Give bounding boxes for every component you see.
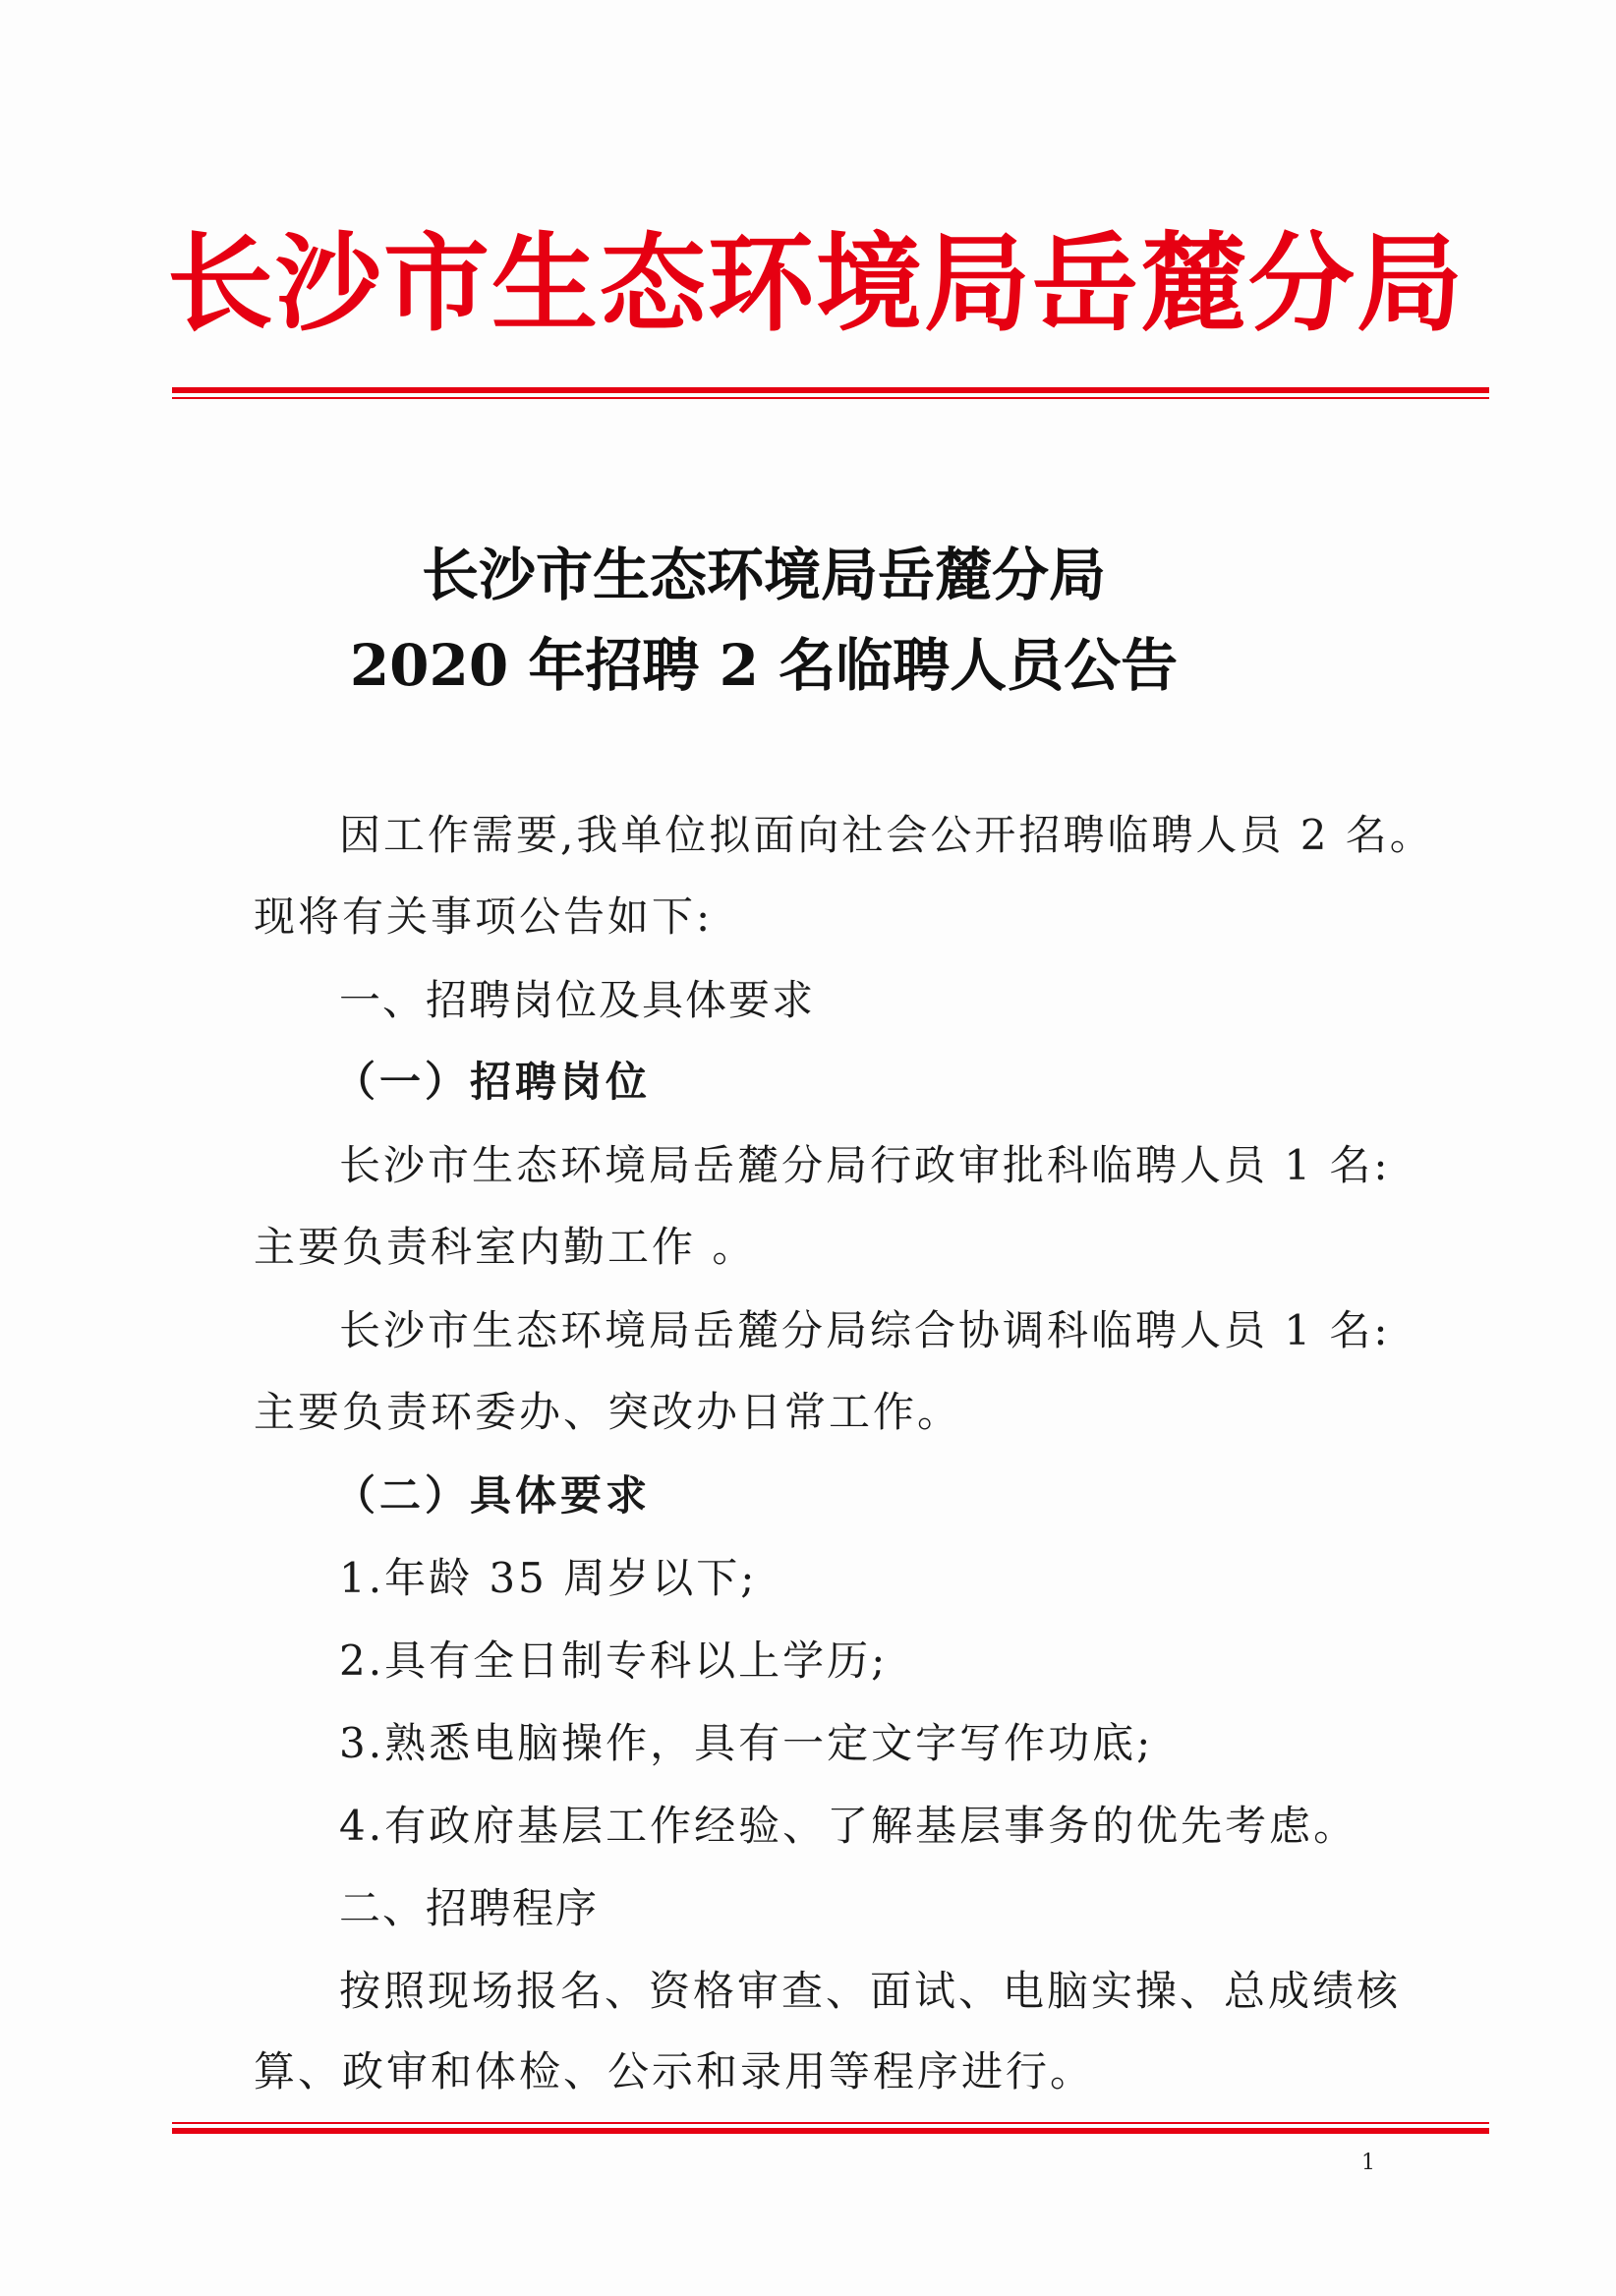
intro-paragraph-line-2: 现将有关事项公告如下: bbox=[254, 892, 714, 941]
intro-paragraph-line-1: 因工作需要,我单位拟面向社会公开招聘临聘人员 2 名。 bbox=[339, 811, 1434, 859]
footer-rule-thin bbox=[172, 2122, 1489, 2124]
letterhead-rule-thick bbox=[172, 387, 1489, 393]
page-number: 1 bbox=[1361, 2151, 1375, 2175]
letterhead-rule-thin bbox=[172, 397, 1489, 399]
post-1-line-1: 长沙市生态环境局岳麓分局行政审批科临聘人员 1 名: bbox=[339, 1141, 1391, 1189]
post-2-line-1: 长沙市生态环境局岳麓分局综合协调科临聘人员 1 名: bbox=[339, 1306, 1391, 1354]
post-2-line-2: 主要负责环委办、突改办日常工作。 bbox=[254, 1388, 962, 1436]
post-1-line-2: 主要负责科室内勤工作 。 bbox=[254, 1223, 757, 1271]
procedure-line-1: 按照现场报名、资格审查、面试、电脑实操、总成绩核 bbox=[339, 1967, 1402, 2015]
requirement-2: 2.具有全日制专科以上学历; bbox=[339, 1636, 889, 1685]
requirement-4: 4.有政府基层工作经验、了解基层事务的优先考虑。 bbox=[339, 1802, 1358, 1850]
subheading-requirements: （二）具体要求 bbox=[334, 1471, 652, 1520]
requirement-1: 1.年龄 35 周岁以下; bbox=[339, 1554, 758, 1602]
letterhead-title: 长沙市生态环境局岳麓分局 bbox=[167, 222, 1466, 346]
section-heading-positions: 一、招聘岗位及具体要求 bbox=[339, 976, 816, 1024]
document-title-line-1: 长沙市生态环境局岳麓分局 bbox=[421, 542, 1106, 608]
document-title-line-2: 2020 年招聘 2 名临聘人员公告 bbox=[349, 632, 1179, 699]
footer-rule-thick bbox=[172, 2128, 1489, 2134]
subheading-positions: （一）招聘岗位 bbox=[334, 1058, 652, 1106]
requirement-3: 3.熟悉电脑操作，具有一定文字写作功底; bbox=[339, 1719, 1154, 1767]
section-heading-procedure: 二、招聘程序 bbox=[339, 1884, 600, 1932]
procedure-line-2: 算、政审和体检、公示和录用等程序进行。 bbox=[254, 2047, 1095, 2095]
